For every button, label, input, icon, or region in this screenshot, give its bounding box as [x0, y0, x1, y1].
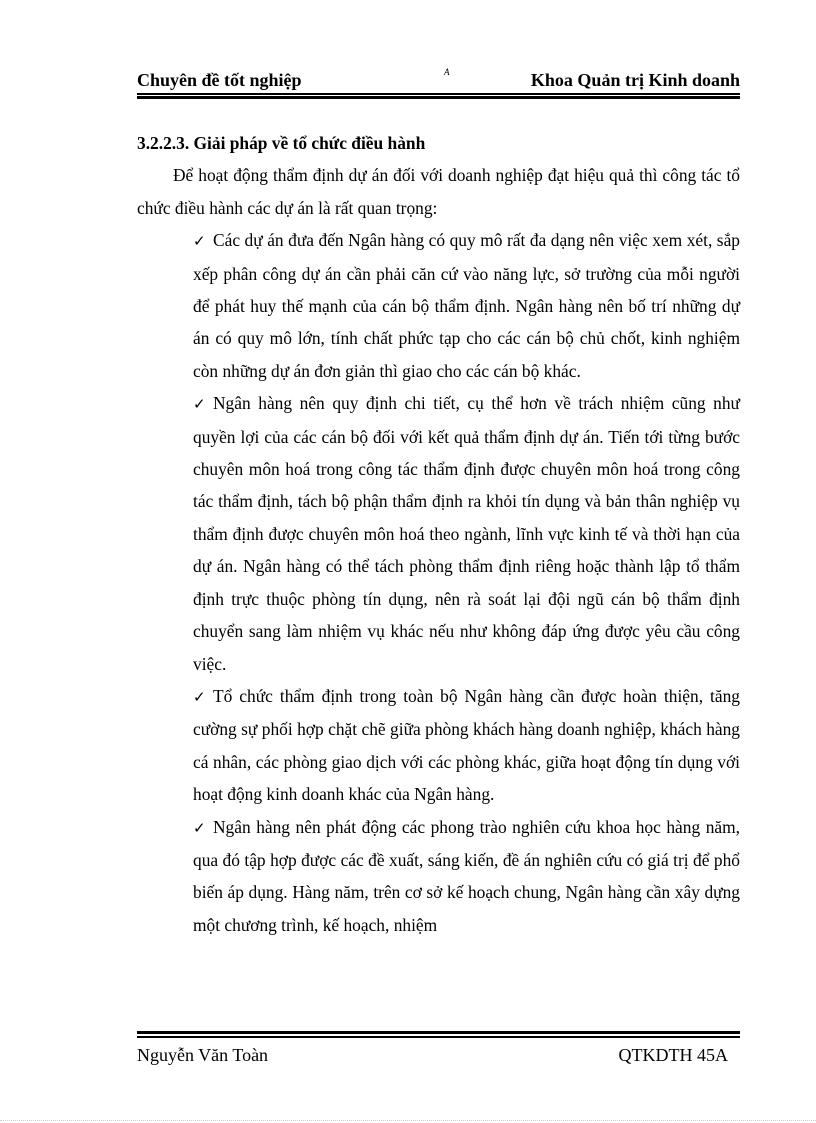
- bullet-text: Ngân hàng nên phát động các phong trào nghiên cứu khoa học hàng năm, qua đó tập hợp được các đề xuất, sáng kiến, đề án nghiên cứu có giá trị để phổ biến áp dụng. Hàng năm, trên cơ sở kế hoạch chung, Ngân hàng cần xây dựng một chương trình, kế hoạch, nhiệm: [193, 816, 740, 935]
- footer-author: Nguyễn Văn Toàn: [137, 1045, 269, 1065]
- section-heading: 3.2.2.3. Giải pháp về tổ chức điều hành: [137, 133, 426, 153]
- intro-paragraph: Để hoạt động thẩm định dự án đối với doanh nghiệp đạt hiệu quả thì công tác tổ chức điều hành các dự án là rất quan trọng:: [137, 165, 740, 218]
- header-title-right: Khoa Quản trị Kinh doanh: [530, 70, 740, 90]
- check-icon: ✓: [193, 232, 206, 251]
- header-mark: A: [444, 67, 450, 77]
- bullet-list: [137, 224, 740, 941]
- page-body: [137, 127, 740, 941]
- page-edge-divider: [0, 1120, 816, 1121]
- bullet-text: Ngân hàng nên quy định chi tiết, cụ thể hơn về trách nhiệm cũng như quyền lợi của các cán bộ đối với kết quả thẩm định dự án. Tiến tới từng bước chuyên môn hoá trong công tác thẩm định được chuyên môn hoá trong công tác thẩm định, tách bộ phận thẩm định ra khỏi tín dụng và bản thân nghiệp vụ thẩm định được chuyên môn hoá theo ngành, lĩnh vực kinh tế và thời hạn của dự án. Ngân hàng có thể tách phòng thẩm định riêng hoặc thành lập tổ thẩm định trực thuộc phòng tín dụng, nên rà soát lại đội ngũ cán bộ thẩm định chuyển sang làm nhiệm vụ khác nếu như không đáp ứng được yêu cầu công việc.: [193, 393, 740, 674]
- footer-rule-thick: [137, 1031, 740, 1034]
- list-item: [193, 811, 740, 942]
- list-item: [193, 387, 740, 680]
- bullet-text: Tổ chức thẩm định trong toàn bộ Ngân hàng cần được hoàn thiện, tăng cường sự phối hợp chặt chẽ giữa phòng khách hàng doanh nghiệp, khách hàng cá nhân, các phòng giao dịch với các phòng khác, giữa hoạt động tín dụng với hoạt động kinh doanh khác của Ngân hàng.: [193, 685, 740, 805]
- page-header: [137, 68, 740, 92]
- footer-class-code: QTKDTH 45A: [618, 1045, 728, 1065]
- check-icon: ✓: [193, 818, 206, 837]
- list-item: [193, 224, 740, 387]
- footer-rule-thin: [137, 1036, 740, 1038]
- list-item: [193, 680, 740, 811]
- page-footer: [137, 1042, 740, 1068]
- bullet-text: Các dự án đưa đến Ngân hàng có quy mô rất đa dạng nên việc xem xét, sắp xếp phân công dự án cần phải căn cứ vào năng lực, sở trường của mỗi người để phát huy thế mạnh của cán bộ thẩm định. Ngân hàng nên bố trí những dự án có quy mô lớn, tính chất phức tạp cho các cán bộ chủ chốt, kinh nghiệm còn những dự án đơn giản thì giao cho các cán bộ khác.: [193, 230, 740, 381]
- check-icon: ✓: [193, 395, 206, 414]
- header-title-left: Chuyên đề tốt nghiệp: [137, 70, 302, 90]
- header-rule-thick: [137, 96, 740, 99]
- header-rule-thin: [137, 93, 740, 95]
- check-icon: ✓: [193, 687, 206, 706]
